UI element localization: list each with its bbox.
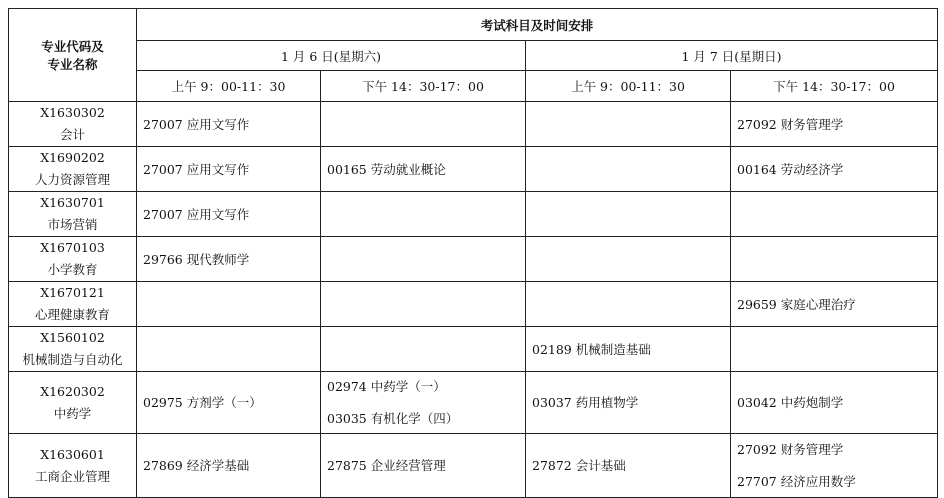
major-cell <box>9 282 137 327</box>
course-cell <box>321 147 526 192</box>
course-entry: 02189 机械制造基础 <box>532 341 651 357</box>
course-cell <box>731 434 938 498</box>
course-entry: 00165 劳动就业概论 <box>327 161 446 177</box>
course-cell <box>526 327 731 372</box>
table-row <box>9 237 938 282</box>
major-cell <box>9 102 137 147</box>
major-code: X1690202 <box>40 150 105 165</box>
course-cell <box>137 282 321 327</box>
course-cell <box>526 147 731 192</box>
major-code: X1630601 <box>40 446 105 462</box>
major-code: X1560102 <box>40 330 105 345</box>
major-cell <box>9 327 137 372</box>
major-header-line-2: 专业名称 <box>47 57 98 72</box>
table-row <box>9 192 938 237</box>
course-cell <box>137 147 321 192</box>
table-row <box>9 372 938 434</box>
slot-header: 下午 14：30-17：00 <box>731 71 938 102</box>
course-cell <box>731 102 938 147</box>
course-cell <box>731 192 938 237</box>
course-cell <box>526 372 731 434</box>
major-cell <box>9 147 137 192</box>
major-name: 机械制造与自动化 <box>22 352 123 367</box>
course-entry: 00164 劳动经济学 <box>737 161 844 177</box>
course-entry: 29659 家庭心理治疗 <box>737 296 856 312</box>
table-row <box>9 434 938 498</box>
course-cell <box>321 372 526 434</box>
major-name: 工商企业管理 <box>34 468 110 484</box>
course-cell <box>731 282 938 327</box>
course-cell <box>137 372 321 434</box>
course-entry: 27007 应用文写作 <box>143 161 250 177</box>
course-cell <box>321 327 526 372</box>
table-row <box>9 147 938 192</box>
major-name: 会计 <box>59 127 85 142</box>
major-header-line-1: 专业代码及 <box>41 39 104 54</box>
course-cell <box>731 147 938 192</box>
major-code: X1630302 <box>40 105 105 120</box>
course-entry: 27007 应用文写作 <box>143 116 250 132</box>
slot-header: 上午 9：00-11：30 <box>526 71 731 102</box>
table-row <box>9 102 938 147</box>
major-cell <box>9 237 137 282</box>
course-entry: 02975 方剂学（一） <box>143 395 262 410</box>
major-cell <box>9 434 137 498</box>
course-cell <box>526 102 731 147</box>
course-cell <box>137 192 321 237</box>
table-row <box>9 282 938 327</box>
course-cell <box>731 237 938 282</box>
major-code: X1670121 <box>40 285 105 300</box>
schedule-body <box>9 102 938 498</box>
course-entry: 29766 现代教师学 <box>143 251 250 267</box>
slot-header: 下午 14：30-17：00 <box>321 71 526 102</box>
course-cell <box>137 102 321 147</box>
major-code: X1620302 <box>40 383 105 399</box>
course-cell <box>526 237 731 282</box>
course-entry: 27092 财务管理学 <box>737 116 844 132</box>
course-entry: 03037 药用植物学 <box>532 395 639 410</box>
course-entry: 27875 企业经营管理 <box>327 458 446 473</box>
major-name: 小学教育 <box>47 262 98 277</box>
table-row <box>9 327 938 372</box>
major-name: 中药学 <box>53 405 92 421</box>
course-cell <box>137 237 321 282</box>
course-cell <box>321 237 526 282</box>
slot-header: 上午 9：00-11：30 <box>137 71 321 102</box>
course-cell <box>321 434 526 498</box>
schedule-main-title: 考试科目及时间安排 <box>137 9 938 41</box>
course-cell <box>137 327 321 372</box>
day-header-1: 1 月 6 日(星期六) <box>137 41 526 71</box>
course-cell <box>321 192 526 237</box>
course-cell <box>321 282 526 327</box>
course-cell <box>526 434 731 498</box>
course-cell <box>731 372 938 434</box>
course-entry: 03042 中药炮制学 <box>737 395 844 410</box>
course-cell <box>526 192 731 237</box>
major-cell <box>9 192 137 237</box>
course-entry: 03035 有机化学（四） <box>327 411 459 426</box>
major-code: X1670103 <box>40 240 105 255</box>
course-entry: 27092 财务管理学 <box>737 442 844 457</box>
course-entry: 27707 经济应用数学 <box>737 474 856 489</box>
course-cell <box>731 327 938 372</box>
major-name: 人力资源管理 <box>34 172 110 187</box>
course-cell <box>526 282 731 327</box>
major-code: X1630701 <box>40 195 105 210</box>
course-entry: 27869 经济学基础 <box>143 458 250 473</box>
major-name: 市场营销 <box>47 217 98 232</box>
major-column-header <box>9 9 137 102</box>
course-entry: 02974 中药学（一） <box>327 379 446 394</box>
course-entry: 27007 应用文写作 <box>143 206 250 222</box>
day-header-2: 1 月 7 日(星期日) <box>526 41 938 71</box>
major-cell <box>9 372 137 434</box>
course-cell <box>137 434 321 498</box>
major-name: 心理健康教育 <box>34 307 110 322</box>
exam-schedule-table <box>8 8 938 498</box>
course-cell <box>321 102 526 147</box>
course-entry: 27872 会计基础 <box>532 458 626 473</box>
